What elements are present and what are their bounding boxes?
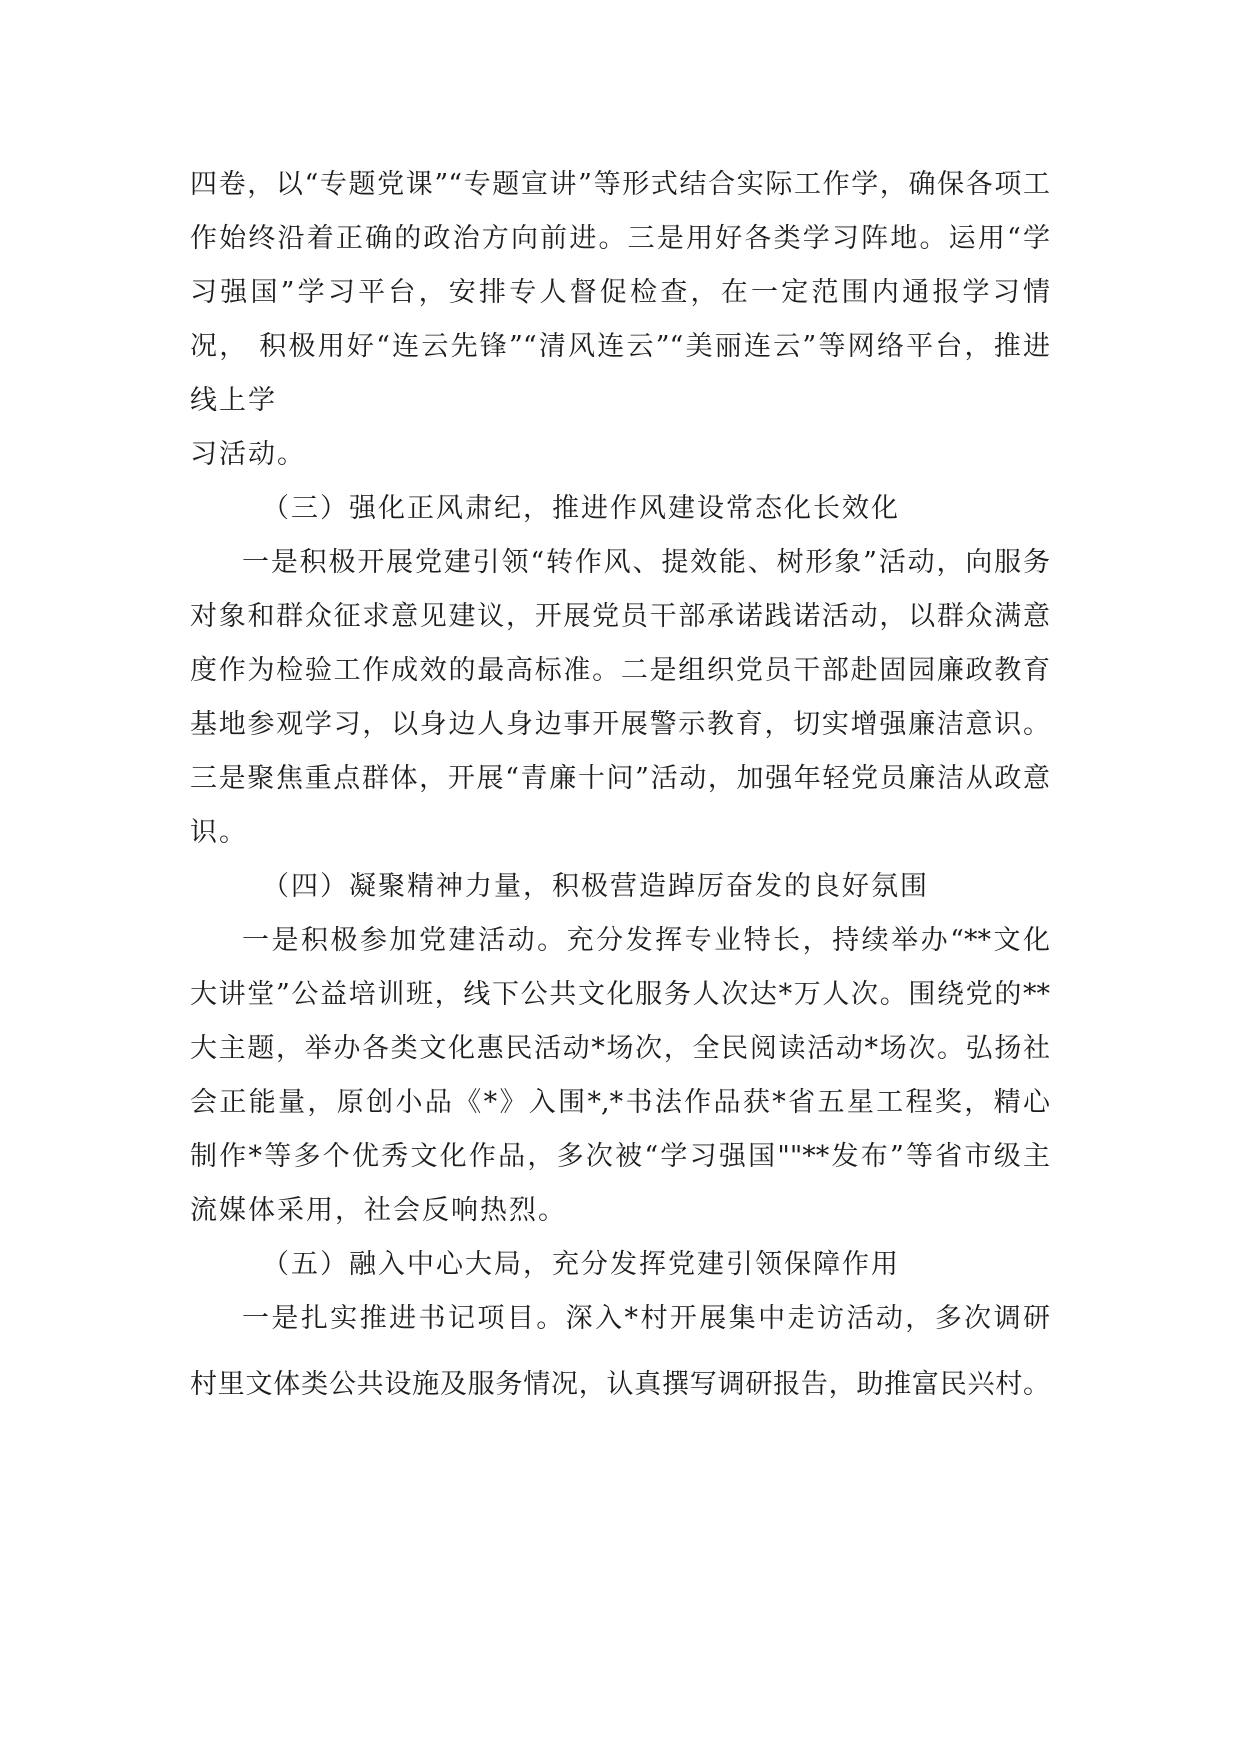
body-text-line: 流媒体采用，社会反响热烈。 bbox=[190, 1195, 567, 1226]
section-heading-5: （五）融入中心大局，充分发挥党建引领保障作用 bbox=[262, 1249, 900, 1280]
body-text-line: 习强国”学习平台，安排专人督促检查，在一定范围内通报学习情 bbox=[190, 277, 1050, 308]
body-text-line: 度作为检验工作成效的最高标准。二是组织党员干部赴固园廉政教育 bbox=[190, 655, 1050, 686]
body-text-line: 制作*等多个优秀文化作品，多次被“学习强国""**发布”等省市级主 bbox=[190, 1141, 1050, 1172]
body-text-line: 对象和群众征求意见建议，开展党员干部承诺践诺活动，以群众满意 bbox=[190, 601, 1050, 632]
body-text-line: 线上学 bbox=[190, 385, 277, 416]
section-heading-4: （四）凝聚精神力量，积极营造踔厉奋发的良好氛围 bbox=[262, 871, 929, 902]
body-text-line: 习活动。 bbox=[190, 439, 306, 470]
body-text-line: 三是聚焦重点群体，开展“青廉十问”活动，加强年轻党员廉洁从政意 bbox=[190, 763, 1050, 794]
paragraph-first-line: 一是积极开展党建引领“转作风、提效能、树形象”活动，向服务 bbox=[242, 547, 1050, 578]
body-text-line: 况， 积极用好“连云先锋”“清风连云”“美丽连云”等网络平台，推进 bbox=[190, 331, 1050, 362]
paragraph-first-line: 一是积极参加党建活动。充分发挥专业特长，持续举办“**文化 bbox=[242, 925, 1050, 956]
section-heading-3: （三）强化正风肃纪，推进作风建设常态化长效化 bbox=[262, 493, 900, 524]
paragraph-first-line: 一是扎实推进书记项目。深入*村开展集中走访活动，多次调研 bbox=[242, 1303, 1050, 1334]
body-text-line: 四卷，以“专题党课”“专题宣讲”等形式结合实际工作学，确保各项工 bbox=[190, 169, 1050, 200]
body-text-line: 大讲堂”公益培训班，线下公共文化服务人次达*万人次。围绕党的** bbox=[190, 979, 1050, 1010]
body-text-line: 作始终沿着正确的政治方向前进。三是用好各类学习阵地。运用“学 bbox=[190, 223, 1050, 254]
body-text-line: 会正能量，原创小品《*》入围*,*书法作品获*省五星工程奖，精心 bbox=[190, 1087, 1050, 1118]
body-text-line: 村里文体类公共设施及服务情况，认真撰写调研报告，助推富民兴村。 bbox=[190, 1369, 1050, 1400]
body-text-line: 大主题，举办各类文化惠民活动*场次，全民阅读活动*场次。弘扬社 bbox=[190, 1033, 1050, 1064]
body-text-line: 识。 bbox=[190, 817, 248, 848]
body-text-line: 基地参观学习，以身边人身边事开展警示教育，切实增强廉洁意识。 bbox=[190, 709, 1050, 740]
